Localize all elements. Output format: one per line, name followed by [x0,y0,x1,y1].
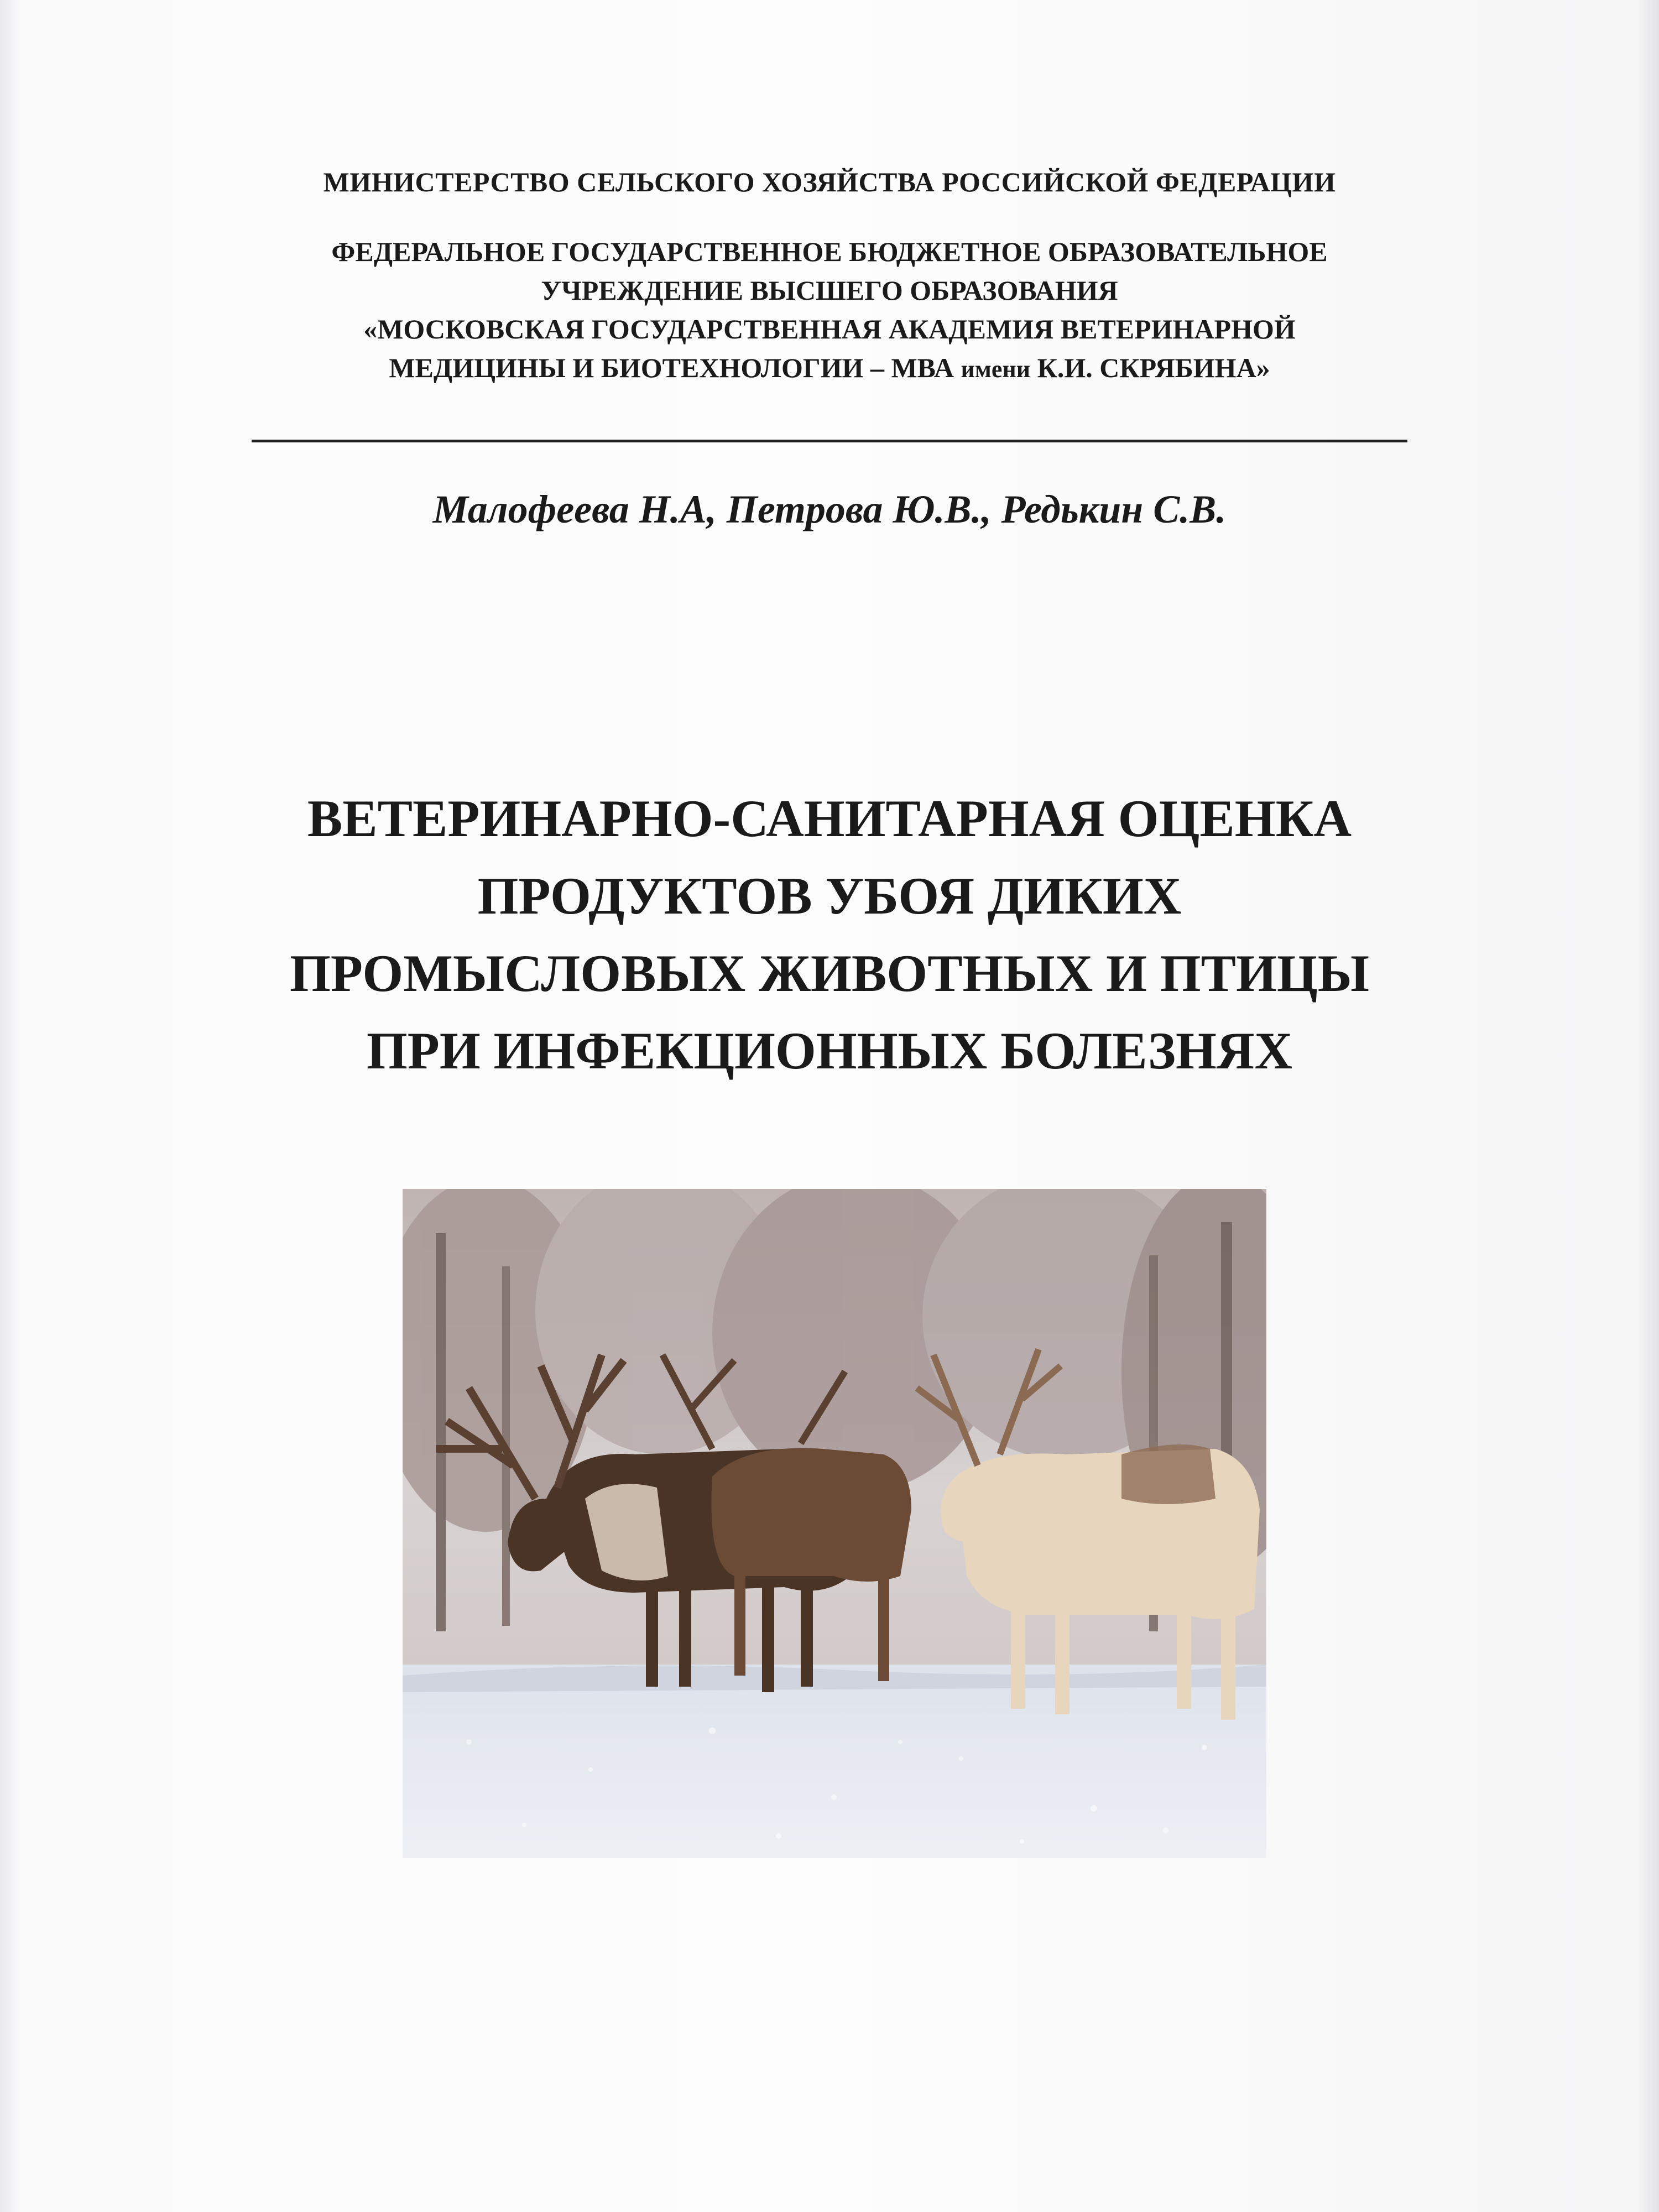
institution-line-3: «МОСКОВСКАЯ ГОСУДАРСТВЕННАЯ АКАДЕМИЯ ВЕТЕРИНАРНОЙ [363,314,1296,345]
institution-line-4 [0,348,1659,389]
title-line-2: ПРОДУКТОВ УБОЯ ДИКИХ [477,867,1182,925]
institution-line-1: ФЕДЕРАЛЬНОЕ ГОСУДАРСТВЕННОЕ БЮДЖЕТНОЕ ОБРАЗОВАТЕЛЬНОЕ [331,236,1328,267]
ministry-heading: МИНИСТЕРСТВО СЕЛЬСКОГО ХОЗЯЙСТВА РОССИЙСКОЙ ФЕДЕРАЦИИ [323,166,1336,197]
institution-line-4-part-a: МЕДИЦИНЫ И БИОТЕХНОЛОГИИ – МВА [389,352,961,383]
snow-ground [403,1665,1266,1858]
title-line-4: ПРИ ИНФЕКЦИОННЫХ БОЛЕЗНЯХ [366,1021,1293,1080]
title-line-1: ВЕТЕРИНАРНО-САНИТАРНАЯ ОЦЕНКА [307,789,1352,848]
reindeer-illustration [403,1189,1266,1858]
book-title [0,780,1659,1089]
header-divider [252,440,1407,442]
institution-line-4-part-b: имени [961,356,1031,383]
institution-heading [0,232,1659,389]
title-line-3: ПРОМЫСЛОВЫХ ЖИВОТНЫХ И ПТИЦЫ [289,944,1370,1003]
authors: Малофеева Н.А, Петрова Ю.В., Редькин С.В. [432,487,1227,531]
institution-line-4-part-c: К.И. СКРЯБИНА» [1030,352,1270,383]
reindeer-photo [403,1189,1266,1858]
institution-line-2: УЧРЕЖДЕНИЕ ВЫСШЕГО ОБРАЗОВАНИЯ [541,275,1118,306]
